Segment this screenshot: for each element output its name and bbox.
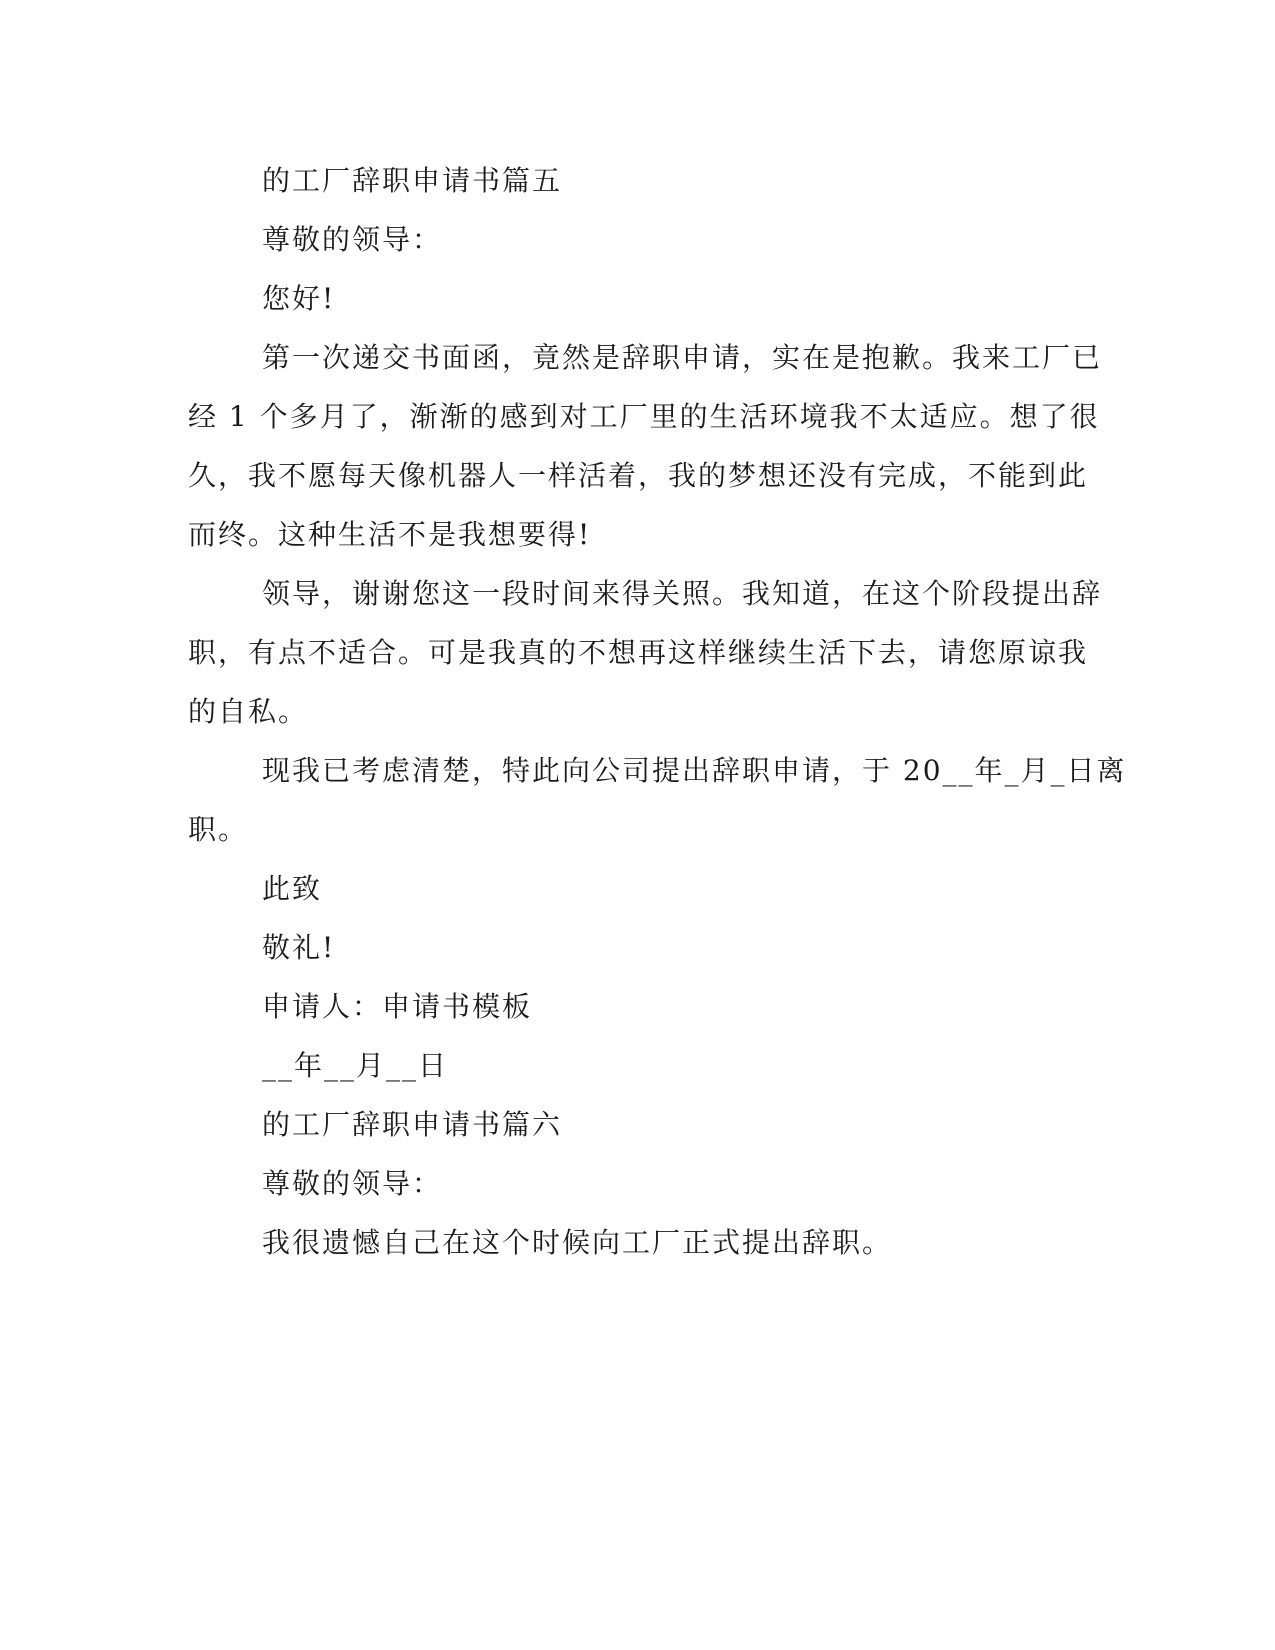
section-5-paragraph-1-line-4: 而终。这种生活不是我想要得!: [188, 518, 592, 551]
section-5-paragraph-2-line-1: 领导，谢谢您这一段时间来得关照。我知道，在这个阶段提出辞: [262, 577, 1103, 610]
section-5-paragraph-2-line-2: 职，有点不适合。可是我真的不想再这样继续生活下去，请您原谅我: [188, 636, 1089, 669]
section-6-salutation: 尊敬的领导：: [262, 1167, 443, 1200]
section-6-title: 的工厂辞职申请书篇六: [262, 1108, 563, 1141]
section-5-date: __年__月__日: [262, 1049, 449, 1082]
section-5-paragraph-1-line-1: 第一次递交书面函，竟然是辞职申请，实在是抱歉。我来工厂已: [262, 341, 1103, 374]
section-5-salutation: 尊敬的领导：: [262, 223, 443, 256]
section-5-greeting: 您好!: [262, 282, 336, 315]
section-5-closing-1: 此致: [262, 872, 323, 905]
section-5-paragraph-1-line-2: 经 1 个多月了，渐渐的感到对工厂里的生活环境我不太适应。想了很: [188, 400, 1100, 433]
section-5-applicant: 申请人：申请书模板: [262, 990, 533, 1023]
section-5-paragraph-1-line-3: 久，我不愿每天像机器人一样活着，我的梦想还没有完成，不能到此: [188, 459, 1089, 492]
section-5-closing-2: 敬礼!: [262, 931, 336, 964]
section-6-paragraph-1: 我很遗憾自己在这个时候向工厂正式提出辞职。: [262, 1226, 893, 1259]
section-5-title: 的工厂辞职申请书篇五: [262, 164, 563, 197]
section-5-paragraph-2-line-3: 的自私。: [188, 695, 309, 728]
section-5-paragraph-3-line-1: 现我已考虑清楚，特此向公司提出辞职申请，于 20__年_月_日离: [262, 754, 1127, 787]
section-5-paragraph-3-line-2: 职。: [188, 813, 249, 846]
